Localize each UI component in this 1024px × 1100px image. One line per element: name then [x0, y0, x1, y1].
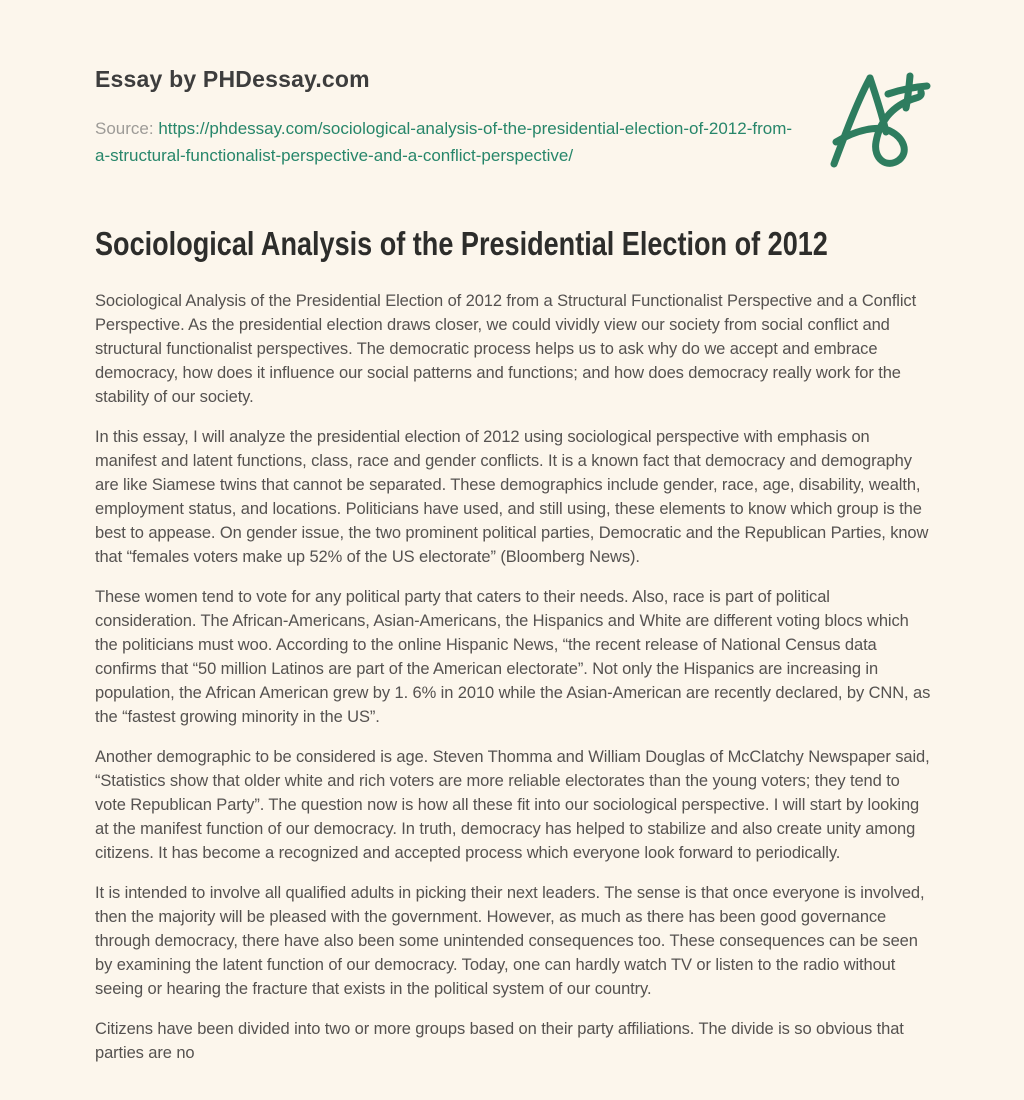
site-header-title: Essay by PHDessay.com [95, 66, 370, 92]
essay-paragraph-6: Citizens have been divided into two or more groups based on their party affiliations. The divide is so obvious that parties are no [95, 1020, 904, 1062]
essay-paragraph-2: In this essay, I will analyze the presidential election of 2012 using sociological perspective with emphasis on manifest and latent functions, class, race and gender conflicts. It is a known fact that democracy and demography are like Siamese twins that cannot be separated. These demographics include gender, race, age, disability, wealth, employment status, and locations. Politicians have used, and still using, these elements to know which group is the best to appease. On gender issue, the two prominent political parties, Democratic and the Republican Parties, know that “females voters make up 52% of the US electorate” (Bloomberg News). [95, 428, 929, 566]
a-plus-logo-icon [820, 70, 940, 170]
essay-paragraph-3: These women tend to vote for any political party that caters to their needs. Also, race is part of political consideration. The African-Americans, Asian-Americans, the Hispanics and White are different voting blocs which the politicians must woo. According to the online Hispanic News, “the recent release of National Census data confirms that “50 million Latinos are part of the American electorate”. Not only the Hispanics are increasing in population, the African American grew by 1. 6% in 2010 while the Asian-American are recently declared, by CNN, as the “fastest growing minority in the US”. [95, 588, 931, 726]
source-label: Source: [95, 119, 154, 138]
essay-paragraph-1: Sociological Analysis of the Presidential Election of 2012 from a Structural Functionalist Perspective and a Conflict Perspective. As the presidential election draws closer, we could vividly view our society from social conflict and structural functionalist perspectives. The democratic process helps us to ask why do we accept and embrace democracy, how does it influence our social patterns and functions; and how does democracy really work for the stability of our society. [95, 292, 917, 406]
essay-paragraph-5: It is intended to involve all qualified adults in picking their next leaders. The sense is that once everyone is involved, then the majority will be pleased with the government. However, as much as there has been good governance through democracy, there have also been some unintended consequences too. These consequences can be seen by examining the latent function of our democracy. Today, one can hardly watch TV or listen to the radio without seeing or hearing the fracture that exists in the political system of our country. [95, 884, 925, 998]
source-line [95, 115, 795, 169]
page-header [95, 66, 930, 169]
essay-title: Sociological Analysis of the Presidential Election of 2012 [95, 225, 828, 262]
essay-body [95, 289, 931, 1065]
source-link[interactable]: https://phdessay.com/sociological-analysis-of-the-presidential-election-of-2012-from-a-structural-functionalist-perspective-and-a-conflict-perspective/ [95, 119, 793, 165]
essay-paragraph-4: Another demographic to be considered is age. Steven Thomma and William Douglas of McClatchy Newspaper said, “Statistics show that older white and rich voters are more reliable electorates than the young voters; they tend to vote Republican Party”. The question now is how all these fit into our sociological perspective. I will start by looking at the manifest function of our democracy. In truth, democracy has helped to stabilize and also create unity among citizens. It has become a recognized and accepted process which everyone look forward to periodically. [95, 748, 930, 862]
